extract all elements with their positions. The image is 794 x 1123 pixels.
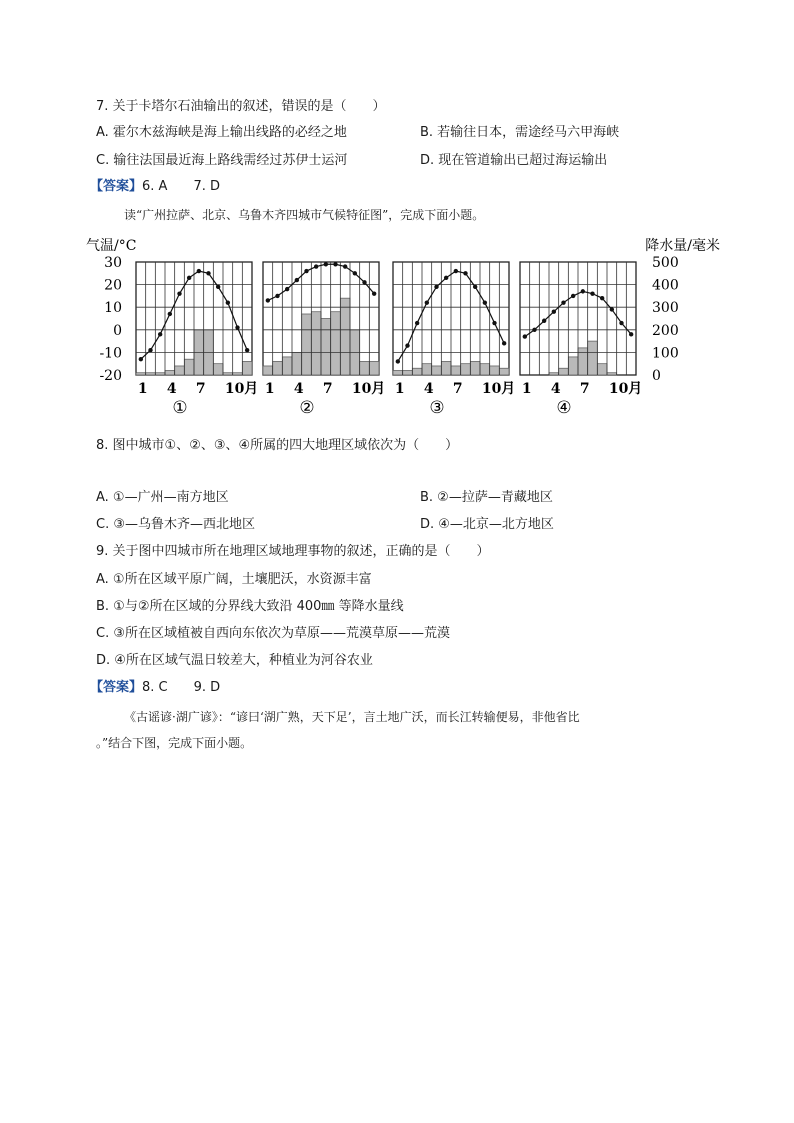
precipitation-bar: [422, 364, 432, 375]
precipitation-tick-label: 300: [652, 300, 679, 317]
precipitation-bar: [578, 348, 588, 375]
temperature-point: [552, 310, 556, 314]
poem-intro-line-2: 。”结合下图，完成下面小题。: [96, 736, 253, 750]
precipitation-bar: [223, 373, 233, 375]
q8-option-d: D. ④—北京—北方地区: [420, 517, 554, 532]
answer-tag: 【答案】: [90, 680, 143, 695]
temperature-point: [139, 357, 143, 361]
month-tick-label: 10月: [608, 381, 643, 397]
q8-option-a: A. ①—广州—南方地区: [96, 490, 229, 505]
precipitation-bar: [499, 368, 509, 375]
temperature-point: [405, 343, 409, 347]
q9-stem: 9. 关于图中四城市所在地理区域地理事物的叙述，正确的是（ ）: [96, 544, 490, 559]
precipitation-bar: [340, 298, 350, 375]
temperature-tick-label: 10: [104, 300, 122, 317]
temperature-point: [235, 325, 239, 329]
q9-option-c: C. ③所在区域植被自西向东依次为草原——荒漠草原——荒漠: [96, 626, 450, 641]
temperature-point: [295, 278, 299, 282]
climate-chart-svg: [86, 230, 726, 430]
q7-option-d: D. 现在管道输出已超过海运输出: [420, 153, 608, 168]
temperature-point: [581, 289, 585, 293]
precipitation-bar: [155, 373, 165, 375]
panel-label: ①: [172, 398, 188, 418]
temperature-point: [226, 300, 230, 304]
temperature-point: [266, 298, 270, 302]
temperature-point: [600, 296, 604, 300]
month-tick-label: 4: [293, 381, 304, 397]
month-tick-label: 10月: [351, 381, 386, 397]
month-tick-label: 1: [137, 381, 148, 397]
precipitation-bar: [302, 314, 312, 375]
temperature-point: [444, 276, 448, 280]
temperature-point: [343, 264, 347, 268]
temperature-point: [396, 359, 400, 363]
precipitation-tick-label: 0: [652, 368, 661, 384]
temperature-point: [425, 300, 429, 304]
precipitation-axis-label: 降水量/毫米: [645, 238, 720, 254]
precipitation-bar: [146, 373, 156, 375]
temperature-tick-label: 30: [104, 255, 122, 271]
precipitation-bar: [393, 370, 403, 375]
precipitation-bar: [432, 366, 442, 375]
temperature-tick-label: -10: [99, 345, 122, 362]
precipitation-bar: [184, 359, 194, 375]
answer-block-2: [90, 679, 220, 697]
precipitation-bar: [282, 357, 292, 375]
temperature-point: [571, 294, 575, 298]
month-tick-label: 4: [166, 381, 177, 397]
temperature-point: [148, 348, 152, 352]
precipitation-bar: [331, 312, 341, 375]
month-tick-label: 10月: [481, 381, 516, 397]
month-tick-label: 7: [452, 381, 463, 397]
temperature-point: [206, 271, 210, 275]
precipitation-bar: [233, 373, 243, 375]
precipitation-bar: [175, 366, 185, 375]
temperature-point: [561, 300, 565, 304]
q7-option-b: B. 若输往日本，需途经马六甲海峡: [420, 125, 620, 140]
precipitation-bar: [451, 366, 461, 375]
temperature-point: [245, 348, 249, 352]
panel-label: ④: [556, 398, 572, 418]
temperature-point: [314, 264, 318, 268]
temperature-point: [502, 341, 506, 345]
precipitation-tick-label: 400: [652, 277, 679, 294]
temperature-point: [434, 285, 438, 289]
poem-intro-line-1: 《古谣谚·湖广谚》：“谚曰‘湖广熟，天下足’，言土地广沃，而长江转输便易，非他省比: [124, 710, 580, 724]
q8-option-b: B. ②—拉萨—青藏地区: [420, 490, 553, 505]
answer-block-1: [90, 178, 220, 196]
chart-intro: 读“广州拉萨、北京、乌鲁木齐四城市气候特征图”，完成下面小题。: [124, 208, 485, 222]
temperature-point: [542, 319, 546, 323]
temperature-point: [216, 285, 220, 289]
temperature-point: [177, 291, 181, 295]
climate-charts: [86, 230, 726, 430]
precipitation-tick-label: 500: [652, 255, 679, 271]
temperature-point: [629, 332, 633, 336]
chart-panels: [99, 255, 678, 418]
answer-text: 8. C 9. D: [142, 680, 221, 695]
answer-tag: 【答案】: [90, 179, 143, 194]
panel-label: ②: [299, 398, 315, 418]
temperature-point: [275, 294, 279, 298]
temperature-point: [372, 291, 376, 295]
precipitation-bar: [360, 361, 370, 375]
month-tick-label: 7: [322, 381, 333, 397]
precipitation-bar: [273, 361, 283, 375]
temperature-point: [187, 276, 191, 280]
precipitation-bar: [403, 370, 413, 375]
temperature-point: [285, 287, 289, 291]
precipitation-bar: [607, 373, 617, 375]
precipitation-bar: [461, 364, 471, 375]
q9-option-b: B. ①与②所在区域的分界线大致沿 400㎜ 等降水量线: [96, 599, 404, 614]
precipitation-bar: [263, 366, 273, 375]
temperature-point: [463, 271, 467, 275]
precipitation-bar: [369, 361, 379, 375]
month-tick-label: 4: [423, 381, 434, 397]
month-tick-label: 7: [195, 381, 206, 397]
precipitation-tick-label: 100: [652, 345, 679, 362]
precipitation-tick-label: 200: [652, 322, 679, 339]
precipitation-bar: [242, 361, 252, 375]
answer-text: 6. A 7. D: [142, 179, 220, 194]
month-tick-label: 1: [394, 381, 405, 397]
q7-option-c: C. 输往法国最近海上路线需经过苏伊士运河: [96, 153, 348, 168]
temperature-point: [492, 321, 496, 325]
month-tick-label: 1: [264, 381, 275, 397]
q7-stem: 7. 关于卡塔尔石油输出的叙述，错误的是（ ）: [96, 99, 386, 114]
temperature-point: [158, 332, 162, 336]
temperature-point: [619, 321, 623, 325]
temperature-point: [532, 328, 536, 332]
temperature-point: [197, 269, 201, 273]
precipitation-bar: [165, 370, 175, 375]
temperature-point: [523, 334, 527, 338]
precipitation-bar: [490, 366, 500, 375]
precipitation-bar: [311, 312, 321, 375]
precipitation-bar: [213, 364, 223, 375]
precipitation-bar: [470, 361, 480, 375]
q7-option-a: A. 霍尔木兹海峡是海上输出线路的必经之地: [96, 125, 347, 140]
temperature-point: [304, 269, 308, 273]
precipitation-bar: [480, 364, 490, 375]
temperature-point: [483, 300, 487, 304]
temperature-point: [324, 262, 328, 266]
precipitation-bar: [412, 368, 422, 375]
precipitation-bar: [568, 357, 578, 375]
panel-label: ③: [429, 398, 445, 418]
precipitation-bar: [136, 373, 146, 375]
temperature-point: [610, 307, 614, 311]
temperature-tick-label: 20: [104, 277, 122, 294]
q9-option-d: D. ④所在区域气温日较差大，种植业为河谷农业: [96, 653, 373, 668]
temperature-tick-label: -20: [99, 368, 122, 384]
q9-option-a: A. ①所在区域平原广阔，土壤肥沃，水资源丰富: [96, 572, 372, 587]
precipitation-bar: [292, 352, 302, 375]
q8-option-c: C. ③—乌鲁木齐—西北地区: [96, 517, 255, 532]
temperature-axis-label: 气温/°C: [86, 238, 137, 254]
temperature-point: [454, 269, 458, 273]
temperature-point: [473, 285, 477, 289]
temperature-tick-label: 0: [113, 322, 122, 339]
temperature-point: [415, 321, 419, 325]
precipitation-bar: [559, 368, 569, 375]
q8-stem: 8. 图中城市①、②、③、④所属的四大地理区域依次为（ ）: [96, 438, 459, 453]
month-tick-label: 4: [550, 381, 561, 397]
precipitation-bar: [321, 319, 331, 376]
temperature-point: [168, 312, 172, 316]
temperature-point: [353, 271, 357, 275]
month-tick-label: 10月: [224, 381, 259, 397]
precipitation-bar: [597, 364, 607, 375]
temperature-point: [333, 262, 337, 266]
month-tick-label: 7: [579, 381, 590, 397]
temperature-point: [590, 291, 594, 295]
precipitation-bar: [441, 361, 451, 375]
month-tick-label: 1: [521, 381, 532, 397]
precipitation-bar: [588, 341, 598, 375]
precipitation-bar: [549, 373, 559, 375]
temperature-point: [362, 280, 366, 284]
